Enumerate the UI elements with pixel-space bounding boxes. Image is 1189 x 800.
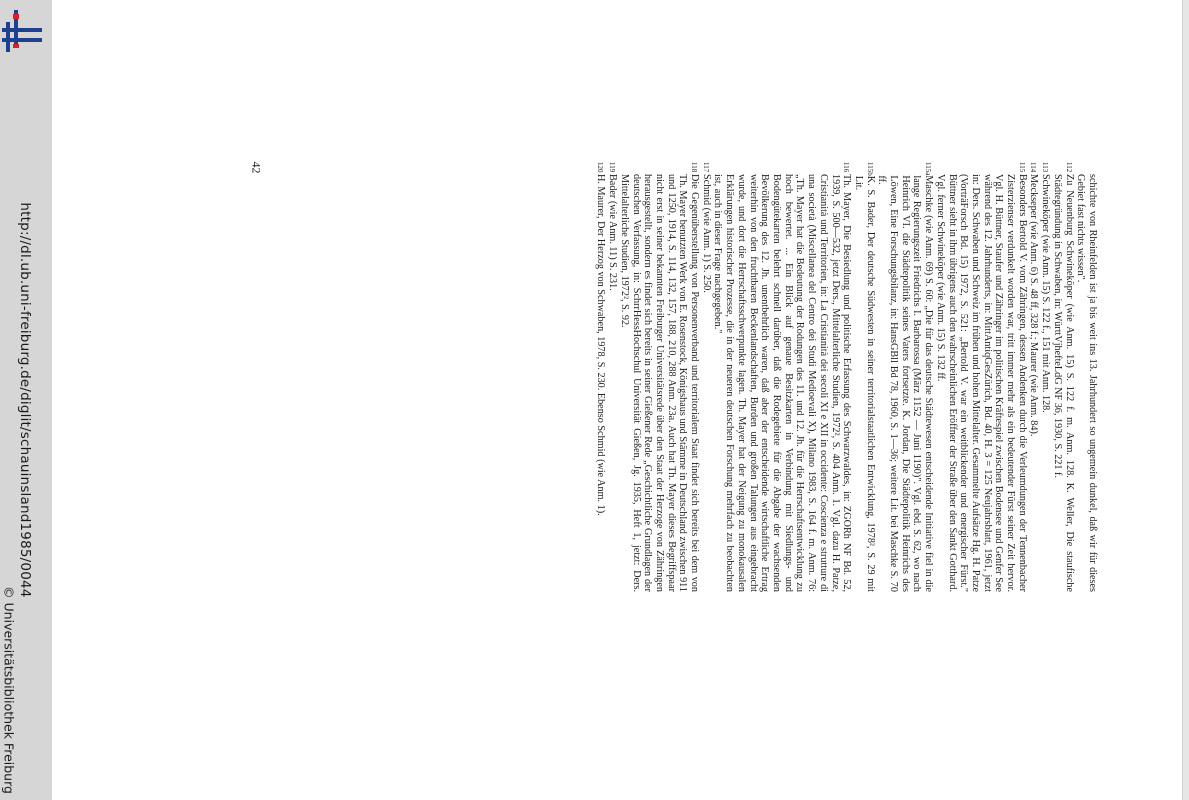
viewer-sidebar	[0, 0, 52, 800]
footnote-text: Maschke (wie Anm. 69) S. 60: „Die für das deutsche Städtewesen entscheidende Initiative fiel in die lange Regierungszeit Friedrichs I. Barbarossa (März 1152 — Juni 1190)". Vgl. ebd. S. 62, wo nach Heinrich VI. die Städtepolitik seines Vaters fortsetzte. K. Jordan, Die Städtepolitik Heinrichs des Löwen, Eine Forschungsbilanz, in: HansGBll Bd 78, 1960, S. 1—36; weitere Lit. bei Maschke S. 70 ff.	[876, 175, 935, 592]
footnote-number: 116	[842, 162, 851, 173]
footnote-number: 115a	[924, 162, 933, 176]
footnote-text: Besonders Bertold V. vom Zähringen, dessen Andenken durch die Verleumdungen der Tennenbacher Zisterzienser verdunkelt worden war, tritt immer mehr als ein bedeutender Fürst seiner Zeit hervor. Vgl. H. Büttner, Staufer und Zähringer im politischen Kräftespiel zwischen Bodensee und Genfer See während des 12. Jahrhunderts, in: MittAntiqGesZürich, Bd. 40, H. 3 = 125 Neujahrsblatt, 1961, jetzt in: Ders. Schwaben und Schweiz im frühen und hohen Mittelalter. Gesammelte Aufsätze Hg. H. Patze (VorträForsch Bd. 15) 1972, S. 521: „Bertold V. war ein weitblickender und energischer Fürst." Büttner sieht in ihm übrigens auch den wahrscheinlichen Eröffner der Straße über den Sankt Gotthard. Vgl. ferner Schwineköper (wie Anm. 15) S. 132 ff.	[934, 174, 1028, 592]
footnote	[618, 162, 700, 592]
footnote-number: 115	[1017, 162, 1026, 173]
footnote	[852, 162, 875, 592]
footnote-number: 117	[701, 162, 710, 173]
footnote	[1028, 162, 1040, 592]
footnote-text: Schmid (wie Anm. 1) S. 250.	[700, 174, 712, 293]
footnote-text: Zu Neuenburg Schwineköper (wie Anm. 15) S. 122 f. m. Anm. 128. K. Weller, Die staufische Städtegründung in Schwaben, in: WürttVjhefteLdG NF 36, 1930, S. 221 f.	[1051, 174, 1075, 592]
document-url[interactable]: http://dl.ub.uni-freiburg.de/diglit/schauinsland1985/0044	[17, 202, 33, 598]
footnote-text: Schwineköper (wie Anm. 15) S. 122 f., 151 mit Anm. 128.	[1040, 174, 1052, 413]
page-number: 42	[249, 161, 264, 174]
footnote	[934, 162, 1028, 592]
footnote	[700, 162, 712, 592]
footnote	[606, 162, 618, 592]
footnote-number: 119	[608, 162, 617, 173]
footnote-text: Bader (wie Anm. 11) S. 231.	[607, 174, 619, 291]
copyright-notice: © Universitätsbibliothek Freiburg	[1, 586, 17, 794]
footnote-text: K. S. Bader, Der deutsche Südwesten in seiner territorialstaatlichen Entwicklung, 1978², S. 29 mit Lit.	[852, 175, 876, 592]
footnote-continuation: schichte von Rheinfelden ist ja bis weit ins 13. Jahrhundert so ungemein dunkel, daß wir für dieses Gebiet fast nichts wissen".	[1075, 174, 1098, 592]
footnote-text: Meckseper (wie Anm. 6) S. 48 ff, 328 f.; Maurer (wie Anm. 84).	[1028, 174, 1040, 437]
footnote	[876, 162, 935, 592]
footnote-number: 112	[1064, 162, 1073, 173]
footnote-text: H. Maurer, Der Herzog von Schwaben, 1978, S. 230. Ebenso Schmid (wie Anm. 1).	[595, 174, 607, 516]
footnote	[1051, 162, 1074, 592]
footnote-number: 118	[690, 162, 699, 173]
footnotes-block	[595, 162, 1098, 592]
footnote-number: 113	[1041, 162, 1050, 173]
footnote	[1039, 162, 1051, 592]
footnote	[595, 162, 607, 592]
footnote	[712, 162, 852, 592]
footnote-number: 114	[1029, 162, 1038, 173]
footnote-number: 115b	[865, 162, 874, 176]
footnote-text: Die Gegenüberstellung von Personenverband und territorialem Staat findet sich bereits bei dem von Th. Mayer benutzten Werk von E. Rosenstock, Königshaus und Stämme in Deutschland zwischen 911 und 1250, 1914, S. 114, 132, 157, 188, 210, 288 Anm. 23a. Auch hat Th. Mayer dieses Begriffspaar nicht erst in seiner bekannten Freiburger Universitätsrede über den Staat der Herzoge von Zähringen herausgestellt, sondern es findet sich bereits in seiner Gießener Rede „Geschichtliche Grundlagen der deutschen Verfassung, in: SchrrHessHochschul Universität Gießen, Jg. 1935, Heft 1, jetzt: Ders. Mittelalterliche Studien, 1972², S. 92.	[618, 174, 701, 592]
footnote-text: Th. Mayer, Die Besiedlung und politische Erfassung des Schwarzwaldes, in: ZGORh NF Bd. 52, 1939, S. 500—532, jetzt Ders., Mittelalterliche Studien, 1972², S. 404 Anm. 1. Vgl. dazu H. Patze, Cristianità und Territorien, in: La Cristianità dei secoli XI e XII in occidente: Coscienza e strutture di una società (Miscellanea del Centro dei Studi Medioevali X), Milano 1983, S. 164 f. m. Anm. 76: „Th. Mayer hat die Bedeutung der Rodungen des 11. und 12. Jh. für die Herrschaftsentwicklung zu hoch bewertet. ... Ein Blick auf genaue Besitzkarten in Verbindung mit Siedlungs- und Bodengütekarten belehrt schnell darüber, daß die Rodegebiete für die Abgabe der wachsenden Bevölkerung des 12. Jh. unentbehrlich waren, daß aber der entscheidende wirtschaftliche Ertrag weiterhin von den fruchtbaren Beckenlandschaften, Burden und großen Talungen aus eingebracht wurde, und dort die Herrschaftsschwerpunkte lagen. Th. Mayer hat der Neigung zu monokausalen Erklärungen historischer Prozesse, die in der neueren deutschen Forschung mehrfach zu beobachten ist, auch in dieser Frage nachgegeben."	[712, 174, 853, 592]
scrollbar-track[interactable]	[1183, 0, 1189, 800]
university-library-logo[interactable]	[0, 8, 46, 52]
scanned-page-content	[595, 162, 1098, 592]
footnote-number: 120	[596, 162, 605, 173]
